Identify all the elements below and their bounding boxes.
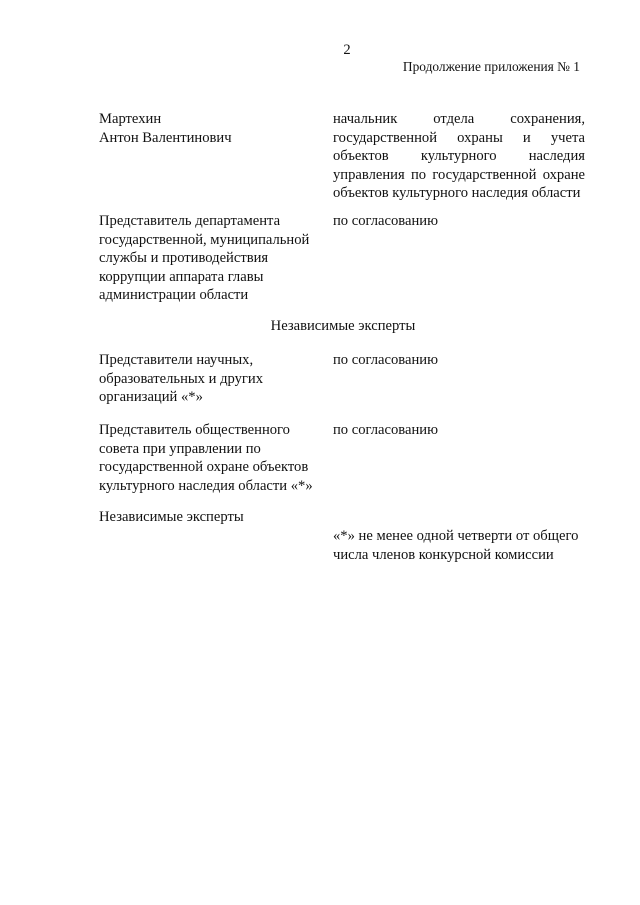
expert-role-line: по согласованию: [333, 352, 439, 368]
expert-name: [99, 421, 324, 495]
member-role-line: управления по государственной охране: [333, 166, 585, 183]
appendix-note: Продолжение приложения № 1: [402, 59, 580, 74]
member-name-line: Представитель департамента: [99, 213, 281, 229]
member-name: [99, 212, 324, 305]
footnote: [333, 527, 593, 564]
expert-role-line: по согласованию: [333, 422, 439, 438]
footnote-line: числа членов конкурсной комиссии: [333, 546, 554, 563]
member-name: [99, 110, 324, 147]
member-role-line: объектов культурного наследия: [333, 148, 585, 165]
member-role-line: по согласованию: [333, 213, 439, 229]
expert-name-line: культурного наследия области «*»: [99, 477, 313, 494]
member-role-line: начальник отдела сохранения,: [333, 111, 585, 127]
expert-name-line: организаций «*»: [99, 389, 203, 406]
member-role: [333, 110, 585, 203]
footnote-line: «*» не менее одной четверти от общего: [333, 528, 579, 544]
member-name-line: коррупции аппарата главы: [99, 268, 264, 285]
member-role: [333, 212, 585, 231]
member-name-line: государственной, муниципальной: [99, 231, 310, 248]
expert-role: [333, 421, 585, 440]
expert-name: [99, 351, 324, 407]
expert-name-line: Представители научных,: [99, 352, 254, 368]
expert-name-line: Представитель общественного: [99, 422, 290, 438]
expert-name-line: образовательных и других: [99, 370, 264, 387]
expert-name-line: государственной охране объектов: [99, 459, 309, 476]
member-name-line: Антон Валентинович: [99, 129, 232, 146]
section-heading: Независимые эксперты: [270, 318, 416, 334]
expert-name-line: совета при управлении по: [99, 440, 261, 457]
member-name-line: Мартехин: [99, 111, 162, 127]
page-number: 2: [343, 42, 351, 58]
member-role-line: объектов культурного наследия области: [333, 185, 581, 202]
expert-role: [333, 351, 585, 370]
member-name-line: службы и противодействия: [99, 250, 269, 267]
member-role-line: государственной охраны и учета: [333, 129, 585, 146]
member-name-line: администрации области: [99, 287, 249, 304]
standalone-label: Независимые эксперты: [99, 509, 244, 525]
